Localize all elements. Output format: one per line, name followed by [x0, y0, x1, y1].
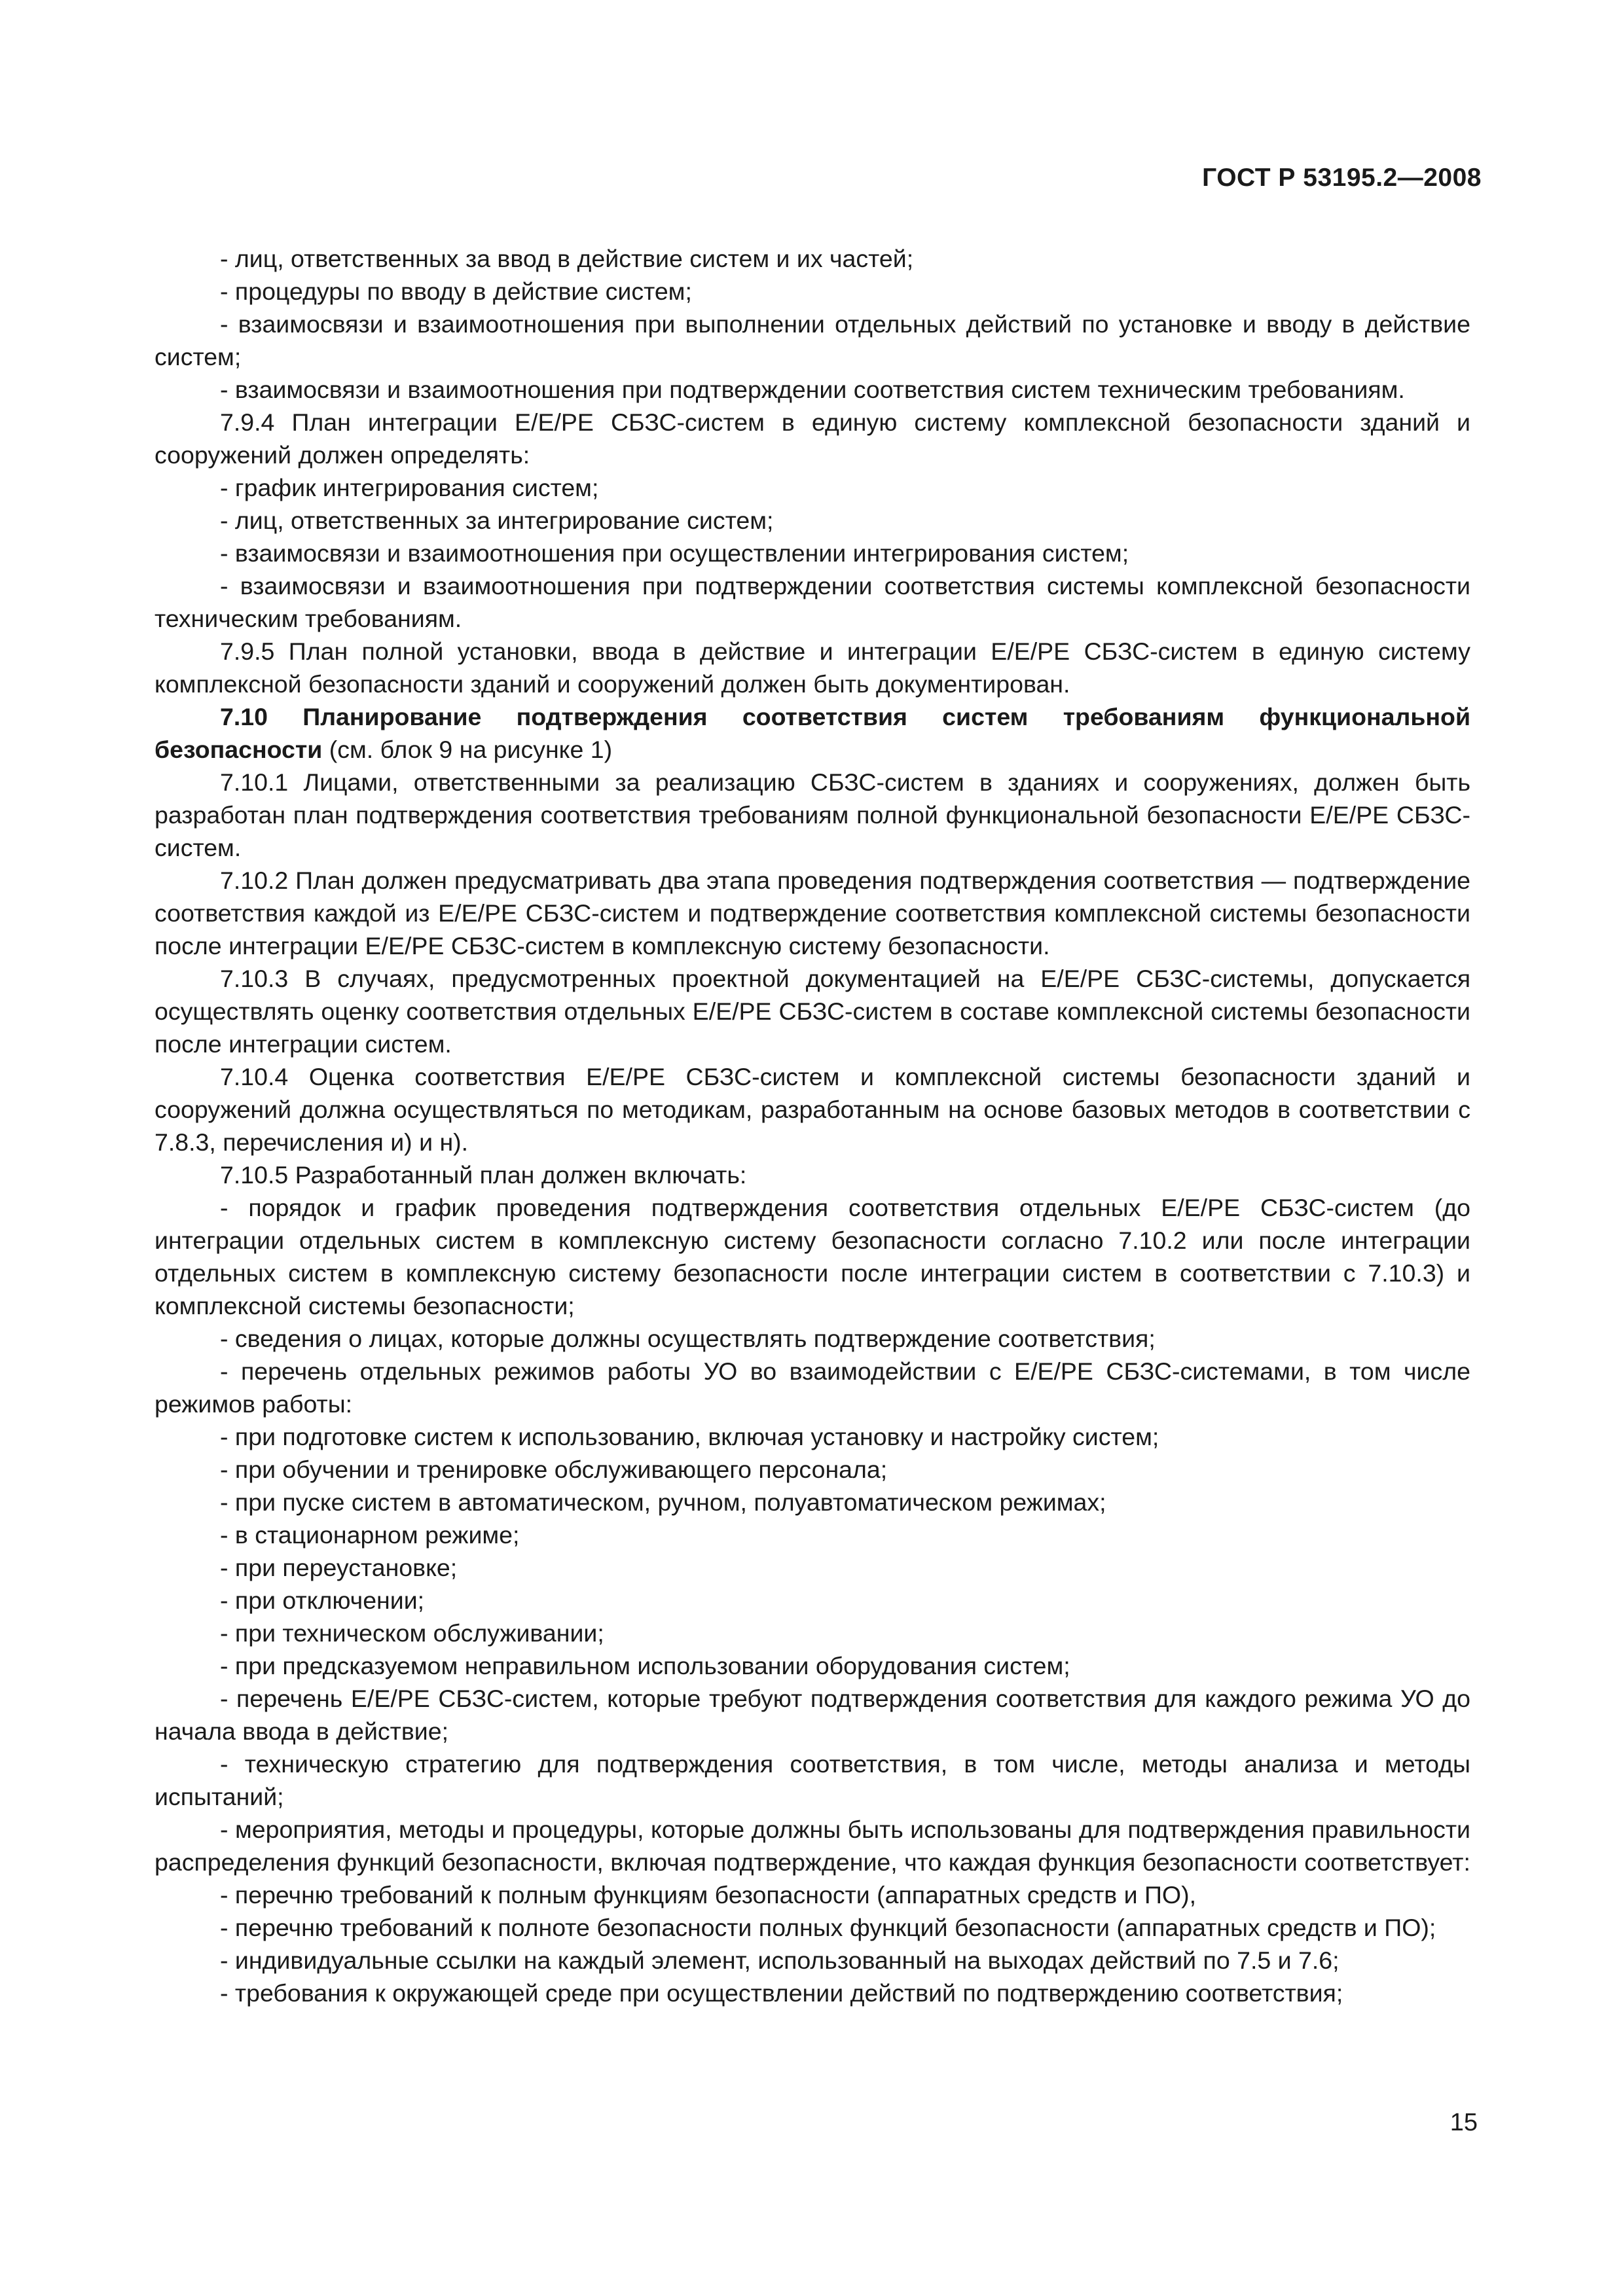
- list-item: - сведения о лицах, которые должны осуществлять подтверждение соответствия;: [220, 1325, 1156, 1352]
- paragraph-7-9-5: 7.9.5 План полной установки, ввода в действие и интеграции Е/Е/РЕ СБЗС-систем в единую систему комплексной безопасности зданий и сооружений должен быть документирован.: [155, 637, 1470, 698]
- list-item: - при подготовке систем к использованию, включая установку и настройку систем;: [220, 1423, 1159, 1450]
- page-number: 15: [1450, 2109, 1478, 2136]
- list-item: - график интегрирования систем;: [220, 474, 599, 501]
- list-item: - при отключении;: [220, 1587, 425, 1614]
- list-item: - лиц, ответственных за ввод в действие систем и их частей;: [220, 245, 914, 272]
- list-item: - при пуске систем в автоматическом, ручном, полуавтоматическом режимах;: [220, 1488, 1106, 1516]
- paragraph-7-9-4: 7.9.4 План интеграции Е/Е/РЕ СБЗС-систем в единую систему комплексной безопасности зданий и сооружений должен определять:: [155, 408, 1470, 469]
- list-item: - взаимосвязи и взаимоотношения при подтверждении соответствия систем техническим требованиям.: [220, 376, 1405, 403]
- document-header: ГОСТ Р 53195.2—2008: [1202, 164, 1482, 192]
- list-item: - при обучении и тренировке обслуживающего персонала;: [220, 1456, 888, 1483]
- list-item: - взаимосвязи и взаимоотношения при выполнении отдельных действий по установке и вводу в действие систем;: [155, 310, 1470, 370]
- section-title: 7.10 Планирование подтверждения соответствия систем требованиям функциональной безопасности: [155, 703, 1470, 763]
- list-item: - в стационарном режиме;: [220, 1521, 520, 1549]
- list-item: - процедуры по вводу в действие систем;: [220, 278, 692, 305]
- list-item: - при техническом обслуживании;: [220, 1619, 604, 1647]
- list-item: - перечень Е/Е/РЕ СБЗС-систем, которые требуют подтверждения соответствия для каждого режима УО до начала ввода в действие;: [155, 1685, 1470, 1745]
- paragraph-7-10-4: 7.10.4 Оценка соответствия Е/Е/РЕ СБЗС-систем и комплексной системы безопасности зданий и сооружений должна осуществляться по методикам, разработанным на основе базовых методов в соответствии с 7.8.3, перечисления и) и н).: [155, 1063, 1470, 1156]
- list-item: - при переустановке;: [220, 1554, 458, 1581]
- list-item: - взаимосвязи и взаимоотношения при подтверждении соответствия системы комплексной безопасности техническим требованиям.: [155, 572, 1470, 632]
- list-item: - порядок и график проведения подтверждения соответствия отдельных Е/Е/РЕ СБЗС-систем (до интеграции отдельных систем в комплексную систему безопасности согласно 7.10.2 или после интеграции отдельных систем в комплексную систему безопасности после интеграции систем в соответствии с 7.10.3) и комплексной системы безопасности;: [155, 1194, 1470, 1319]
- list-item: - мероприятия, методы и процедуры, которые должны быть использованы для подтверждения правильности распределения функций безопасности, включая подтверждение, что каждая функция безопасности соответствует:: [155, 1816, 1470, 1876]
- list-item: - взаимосвязи и взаимоотношения при осуществлении интегрирования систем;: [220, 539, 1129, 567]
- list-item: - техническую стратегию для подтверждения соответствия, в том числе, методы анализа и методы испытаний;: [155, 1750, 1470, 1810]
- list-item: - требования к окружающей среде при осуществлении действий по подтверждению соответствия;: [220, 1979, 1343, 2007]
- section-ref: (см. блок 9 на рисунке 1): [322, 736, 613, 763]
- list-item: - перечень отдельных режимов работы УО во взаимодействии с Е/Е/РЕ СБЗС-системами, в том числе режимов работы:: [155, 1357, 1470, 1418]
- list-item: - перечню требований к полным функциям безопасности (аппаратных средств и ПО),: [220, 1881, 1197, 1909]
- paragraph-7-10-5: 7.10.5 Разработанный план должен включать:: [220, 1161, 747, 1189]
- section-7-10-heading: [155, 700, 1470, 766]
- list-item: - при предсказуемом неправильном использовании оборудования систем;: [220, 1652, 1070, 1679]
- list-item: - индивидуальные ссылки на каждый элемент, использованный на выходах действий по 7.5 и 7.6;: [220, 1946, 1340, 1974]
- list-item: - лиц, ответственных за интегрирование систем;: [220, 507, 774, 534]
- paragraph-7-10-2: 7.10.2 План должен предусматривать два этапа проведения подтверждения соответствия — подтверждение соответствия каждой из Е/Е/РЕ СБЗС-систем и подтверждение соответствия комплексной системы безопасности после интеграции Е/Е/РЕ СБЗС-систем в комплексную систему безопасности.: [155, 867, 1470, 960]
- paragraph-7-10-1: 7.10.1 Лицами, ответственными за реализацию СБЗС-систем в зданиях и сооружениях, должен быть разработан план подтверждения соответствия требованиям полной функциональной безопасности Е/Е/РЕ СБЗС-систем.: [155, 768, 1470, 861]
- list-item: - перечню требований к полноте безопасности полных функций безопасности (аппаратных средств и ПО);: [220, 1914, 1436, 1941]
- paragraph-7-10-3: 7.10.3 В случаях, предусмотренных проектной документацией на Е/Е/РЕ СБЗС-системы, допускается осуществлять оценку соответствия отдельных Е/Е/РЕ СБЗС-систем в составе комплексной системы безопасности после интеграции систем.: [155, 965, 1470, 1058]
- document-body: [155, 242, 1470, 2009]
